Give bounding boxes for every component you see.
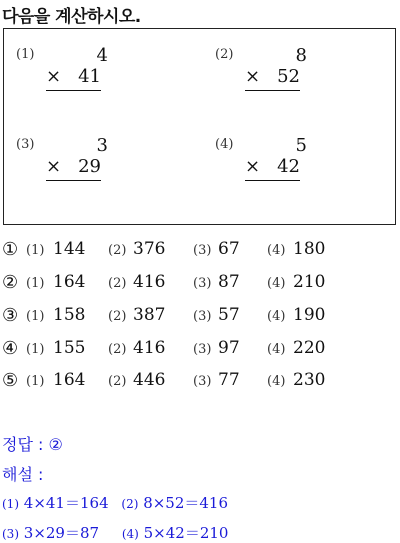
sub-label: (2) xyxy=(108,309,127,324)
value: 164 xyxy=(53,272,86,292)
multiplier-row xyxy=(245,66,300,91)
problem-number: (1) xyxy=(16,47,35,62)
sub-label: (4) xyxy=(267,243,286,258)
multiplicand: 8 xyxy=(295,45,307,66)
sub-label: (1) xyxy=(26,374,45,389)
sub-label: (1) xyxy=(26,243,45,258)
equation: 4×41＝164 xyxy=(23,494,109,512)
sub-label: (3) xyxy=(193,276,212,291)
explanation-line xyxy=(2,522,228,543)
sub-label: (4) xyxy=(267,342,286,357)
value: 97 xyxy=(218,338,240,358)
sub-label: (2) xyxy=(108,276,127,291)
sub-label: (3) xyxy=(2,527,19,541)
sub-label: (2) xyxy=(108,342,127,357)
equation: 5×42＝210 xyxy=(143,524,229,542)
question-title: 다음을 계산하시오. xyxy=(2,7,141,27)
value: 57 xyxy=(218,305,240,325)
value: 87 xyxy=(218,272,240,292)
choice-mark: ③ xyxy=(2,305,19,326)
sub-label: (1) xyxy=(26,276,45,291)
sub-label: (3) xyxy=(193,374,212,389)
problem-number: (3) xyxy=(16,137,35,152)
sub-label: (4) xyxy=(267,309,286,324)
answer-value: ② xyxy=(48,435,63,454)
sub-label: (4) xyxy=(121,527,139,541)
problem-3 xyxy=(16,135,136,195)
value: 164 xyxy=(53,370,86,390)
sub-label: (1) xyxy=(26,309,45,324)
multiplicand: 3 xyxy=(96,135,108,156)
sub-label: (4) xyxy=(267,374,286,389)
equation: 3×29＝87 xyxy=(23,524,100,542)
value: 67 xyxy=(218,239,240,259)
multiplier-row xyxy=(245,156,300,181)
value: 416 xyxy=(133,272,166,292)
sub-label: (2) xyxy=(108,243,127,258)
sub-label: (2) xyxy=(108,374,127,389)
choice-mark: ④ xyxy=(2,338,19,359)
times-sign: × xyxy=(46,156,62,177)
sub-label: (3) xyxy=(193,309,212,324)
choice-mark: ⑤ xyxy=(2,370,19,391)
value: 416 xyxy=(133,338,166,358)
value: 190 xyxy=(293,305,326,325)
times-sign: × xyxy=(245,66,261,87)
multiplier-row xyxy=(46,66,101,91)
multiplicand: 4 xyxy=(96,45,108,66)
value: 77 xyxy=(218,370,240,390)
value: 376 xyxy=(133,239,166,259)
value: 230 xyxy=(293,370,326,390)
value: 220 xyxy=(293,338,326,358)
answer-line xyxy=(2,432,63,455)
problem-2 xyxy=(215,45,335,105)
multiplier: 52 xyxy=(277,66,300,87)
choice-mark: ② xyxy=(2,272,19,293)
choice-mark: ① xyxy=(2,239,19,260)
times-sign: × xyxy=(46,66,62,87)
value: 144 xyxy=(53,239,86,259)
multiplier: 41 xyxy=(78,66,101,87)
problem-number: (2) xyxy=(215,47,234,62)
multiplier: 42 xyxy=(277,156,300,177)
problem-number: (4) xyxy=(215,137,234,152)
multiplicand: 5 xyxy=(295,135,307,156)
explanation-label: 해설 : xyxy=(2,465,44,484)
sub-label: (3) xyxy=(193,243,212,258)
problem-box xyxy=(3,28,396,225)
value: 158 xyxy=(53,305,86,325)
value: 446 xyxy=(133,370,166,390)
explanation-line xyxy=(2,492,228,513)
problem-1 xyxy=(16,45,136,105)
multiplier-row xyxy=(46,156,101,181)
value: 387 xyxy=(133,305,166,325)
multiplier: 29 xyxy=(78,156,101,177)
value: 210 xyxy=(293,272,326,292)
value: 180 xyxy=(293,239,326,259)
value: 155 xyxy=(53,338,86,358)
answer-label: 정답 : xyxy=(2,435,44,454)
sub-label: (1) xyxy=(2,497,19,511)
sub-label: (3) xyxy=(193,342,212,357)
problem-4 xyxy=(215,135,335,195)
sub-label: (4) xyxy=(267,276,286,291)
sub-label: (1) xyxy=(26,342,45,357)
equation: 8×52＝416 xyxy=(143,494,229,512)
times-sign: × xyxy=(245,156,261,177)
sub-label: (2) xyxy=(121,497,139,511)
